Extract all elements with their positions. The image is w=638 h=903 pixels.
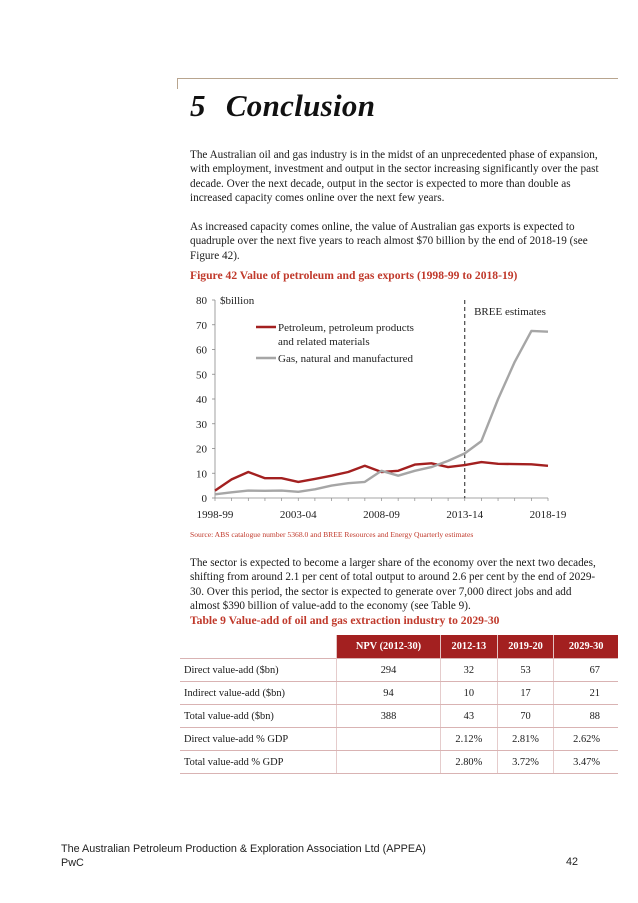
exports-line-chart xyxy=(180,288,580,523)
table-cell: Direct value-add % GDP xyxy=(180,728,337,751)
table-cell: 88 xyxy=(554,705,618,728)
page-footer xyxy=(61,842,426,870)
table-cell: 2.81% xyxy=(497,728,554,751)
x-tick-label: 2008-09 xyxy=(363,509,400,521)
table-row xyxy=(180,728,618,751)
paragraph-exports: As increased capacity comes online, the value of Australian gas exports is expected to quadruple over the next five years to reach almost $70 billion by the end of 2018-19 (see Figure 42). xyxy=(190,221,588,262)
footer-author: PwC xyxy=(61,857,84,869)
table-cell: 43 xyxy=(441,705,498,728)
y-tick-label: 20 xyxy=(196,443,207,456)
table-row xyxy=(180,705,618,728)
table-title: Table 9 Value-add of oil and gas extraction industry to 2029-30 xyxy=(190,614,500,627)
table-row xyxy=(180,659,618,682)
table-cell: 17 xyxy=(497,682,554,705)
paragraph-economy: The sector is expected to become a larger share of the economy over the next two decades, shifting from around 2.1 per cent of total output to around 2.6 per cent by the end of 2029-30. Over this period, the sector is expected to generate over 7,000 direct jobs and add almost $390 billion of value-add to the economy (see Table 9). xyxy=(190,557,596,613)
table-cell: 70 xyxy=(497,705,554,728)
petroleum-series-line xyxy=(215,462,548,491)
x-tick-label: 2013-14 xyxy=(446,509,484,521)
legend-label-petroleum: Petroleum, petroleum products and related materials xyxy=(278,322,414,348)
y-tick-label: 70 xyxy=(196,319,207,332)
x-tick-label: 2003-04 xyxy=(279,509,317,521)
figure-title: Figure 42 Value of petroleum and gas exports (1998-99 to 2018-19) xyxy=(190,269,518,282)
x-tick-label: 1998-99 xyxy=(196,509,234,521)
footer-organisation: The Australian Petroleum Production & Exploration Association Ltd (APPEA) xyxy=(61,843,426,855)
table-header-blank xyxy=(180,635,337,659)
table-cell: Total value-add % GDP xyxy=(180,751,337,774)
section-number: 5 xyxy=(190,88,206,123)
x-tick-label: 2018-19 xyxy=(529,509,567,521)
table-header-npv: NPV (2012-30) xyxy=(337,635,441,659)
table-cell: 2.12% xyxy=(441,728,498,751)
table-cell: 32 xyxy=(441,659,498,682)
table-cell: Total value-add ($bn) xyxy=(180,705,337,728)
section-title: Conclusion xyxy=(225,88,376,123)
table-cell: 3.47% xyxy=(554,751,618,774)
table-header-2019-20: 2019-20 xyxy=(497,635,554,659)
table-row xyxy=(180,751,618,774)
figure-source: Source: ABS catalogue number 5368.0 and BREE Resources and Energy Quarterly estimates xyxy=(190,530,474,539)
value-add-table xyxy=(180,635,618,774)
table-cell: 10 xyxy=(441,682,498,705)
y-tick-label: 10 xyxy=(196,468,207,481)
table-cell xyxy=(337,728,441,751)
y-tick-label: 0 xyxy=(201,493,207,505)
table-cell: 3.72% xyxy=(497,751,554,774)
y-tick-label: 30 xyxy=(196,418,207,431)
table-cell: 388 xyxy=(337,705,441,728)
y-tick-label: 50 xyxy=(196,369,207,382)
y-axis-label: $billion xyxy=(220,295,255,307)
table-cell: 53 xyxy=(497,659,554,682)
table-cell: 67 xyxy=(554,659,618,682)
table-row xyxy=(180,682,618,705)
table-cell xyxy=(337,751,441,774)
table-header-2012-13: 2012-13 xyxy=(441,635,498,659)
table-cell: 2.80% xyxy=(441,751,498,774)
page-number: 42 xyxy=(566,856,579,868)
paragraph-intro: The Australian oil and gas industry is in the midst of an unprecedented phase of expansion, with employment, investment and output in the sector increasing significantly over the past decade. Over the next decade, output in the sector is expected to more than double as increased capacity comes online over the next few years. xyxy=(190,149,599,205)
table-cell: 21 xyxy=(554,682,618,705)
table-cell: Indirect value-add ($bn) xyxy=(180,682,337,705)
y-tick-label: 40 xyxy=(196,394,207,406)
table-header-row xyxy=(180,635,618,659)
table-cell: 2.62% xyxy=(554,728,618,751)
table-cell: 94 xyxy=(337,682,441,705)
estimate-annotation: BREE estimates xyxy=(474,306,546,318)
section-heading xyxy=(190,88,375,124)
y-tick-label: 60 xyxy=(196,344,207,357)
table-header-2029-30: 2029-30 xyxy=(554,635,618,659)
legend-label-gas: Gas, natural and manufactured xyxy=(278,353,413,365)
table-cell: 294 xyxy=(337,659,441,682)
table-cell: Direct value-add ($bn) xyxy=(180,659,337,682)
y-tick-label: 80 xyxy=(196,295,207,307)
